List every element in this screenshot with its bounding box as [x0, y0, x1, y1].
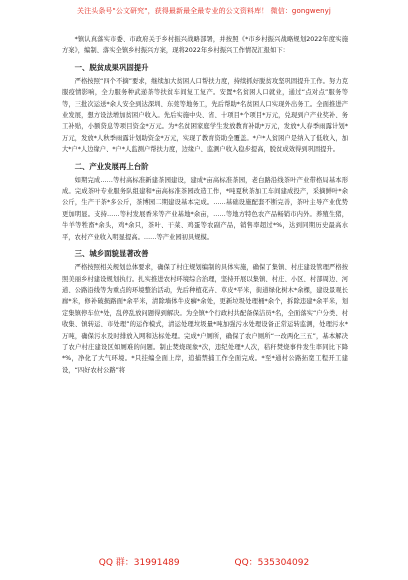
section-heading-3: 三、城乡面貌显著改善 — [74, 249, 149, 259]
qq-group-text: QQ 群：31991489 — [98, 558, 180, 568]
section-2-paragraph: 如期完成……等村高标准新建茶园建设，建成*亩高标准茶园，老白路沿线茶叶产业带格局基本形成。完成茶叶专业服务队组建和*亩高标准茶园改造工作，*吨夏秋茶加工车间建成投产，采摘鲜叶*余公斤，生产干茶*多公斤，茶博园二期建设基本完成。……基础设施配套不断完善，茶叶主导产业优势更加明显。支持……等村发展香米等产业基地*余亩，……等地方特色农产品畅销市内外。养殖生猪，牛羊等牲畜*余头，鸡*余只，茶叶、干菜、鸡蛋等农副产品，销售率超过*%，达到同期历史最高水平，农村产业收入明显提高。……等产业园初具规模。 — [62, 176, 348, 241]
header-banner: 关注头条号"公文研究"，获得最新最全最专业的公文资料库！ 微信：gongwenyj — [77, 7, 331, 15]
section-heading-1: 一、脱贫成果巩固提升 — [74, 62, 149, 72]
section-1-paragraph: 严格按照“四个不摘”要求，继续加大贫困人口帮扶力度，持续抓好脱贫攻坚巩固提升工作。努力克服疫情影响，全力服务种武递茶等扶贫车间复工复产。安置*名贫困人口就业，通过“点对点”服务等等，三批次运送*余人安全到达深圳、东莞等地务工，先后帮助*名贫困人口实现外出务工。全面推进产业发展，想方设法增加贫困户收入。先后实施中央、省、十项目*个项目*万元，兑现到户产业奖补、务工补贴，小额贷息等项目资金*万元。为*名贫困家庭学生发放教育补助*万元，发放*人春季雨露计划*万元，发放*人秋季雨露计划助资金*万元，实现了教育资助全覆盖。*户*人贫困户是纳入了低收入，加大*户*人边缘户、*户*人监测户帮扶力度，边缘户、监测户收入稳步提高，脱贫成效得到巩固提升。 — [62, 77, 348, 154]
section-3-paragraph: 严格按照相关规划总体要求，确保了村庄规划编制的具体实施，确保了集镇、村庄建设管理严格按照美丽乡村建设规划执行。扎实推进农村环境综合治理，坚持开展以集镇、村庄、小区、村部周边、河道、公路沿线等为重点的环境整治活动，先后种植花卉、草皮*平米，街道绿化树木*余棵，建设景观长廊*米，修补破损路面*余平米，清除墙体牛皮癣*余处，更新垃圾处理桶*余个，拆除违建*余平米，划定集镇停车位*处，乱停乱放问题得到解决。为全镇*个行政村共配备保洁员*名，全面落实“户分类、村收集、镇转运、市处理”的运作模式，清运处理垃圾量*吨加强污水处理设备正常运转监测，处理污水*万吨，确保污水及时排放入网和达标处理。完成*户厕所，确保了农户厕所“一改两化三五”，基本解决了农户村庄建设区如厕难的问题。制止焚烧现象*次，违纪处理*人次，秸秆焚烧事件发生率同比下降*%，净化了大气环境。*只挂编全面上岸，追捕禁捕工作全面完成。*至*通村公路拓宽工程开工建设，“四好农村公路”将 — [62, 264, 348, 374]
qq-number-text: QQ：535304092 — [234, 558, 310, 568]
intro-paragraph: *镇认真落实市委、市政府关于乡村振兴战略部署，并按照《*市乡村振兴战略规划2022年度实施方案》，编制、落实全镇乡村振兴方案，现将2022年乡村振兴工作情况汇报如下： — [62, 36, 348, 55]
section-heading-2: 二、产业发展再上台阶 — [74, 161, 149, 171]
footer-contact — [0, 555, 408, 568]
document-body — [62, 34, 348, 376]
